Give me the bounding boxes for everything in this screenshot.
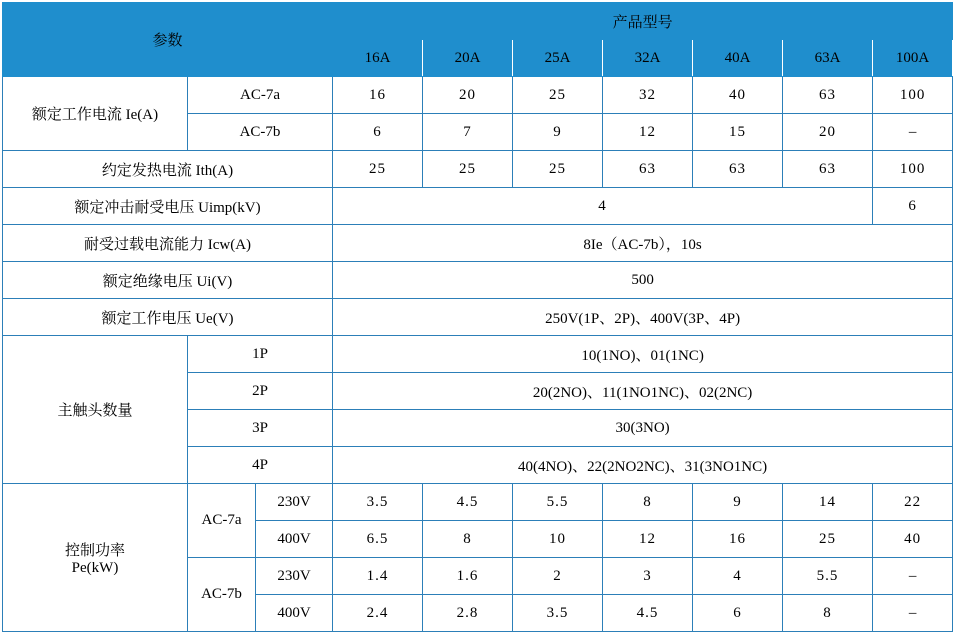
row-sub-ac7a: AC-7a <box>188 77 333 114</box>
table-row <box>3 484 953 521</box>
cell-value: 25 <box>783 521 873 558</box>
cell-value: 20 <box>423 77 513 114</box>
cell-value: 6 <box>333 114 423 151</box>
cell-value: 6 <box>693 595 783 632</box>
row-label-conventional-thermal-current: 约定发热电流 Ith(A) <box>3 151 333 188</box>
header-model-25a: 25A <box>513 40 603 77</box>
header-model-32a: 32A <box>603 40 693 77</box>
cell-value: 2.8 <box>423 595 513 632</box>
cell-value: 1.4 <box>333 558 423 595</box>
cell-value: 40(4NO)、22(2NO2NC)、31(3NO1NC) <box>333 447 953 484</box>
cell-value: 63 <box>783 151 873 188</box>
row-label-rated-operational-current: 额定工作电流 Ie(A) <box>3 77 188 151</box>
cell-value: 16 <box>333 77 423 114</box>
cell-value: 10(1NO)、01(1NC) <box>333 336 953 373</box>
cell-value: 14 <box>783 484 873 521</box>
cell-value: 5.5 <box>783 558 873 595</box>
row-label-rated-impulse-withstand-voltage: 额定冲击耐受电压 Uimp(kV) <box>3 188 333 225</box>
cell-value: 15 <box>693 114 783 151</box>
table-row <box>3 188 953 225</box>
header-model-63a: 63A <box>783 40 873 77</box>
cell-value: 5.5 <box>513 484 603 521</box>
cell-value: – <box>873 595 953 632</box>
row-sub-ac7b: AC-7b <box>188 114 333 151</box>
contact-pole-3p: 3P <box>188 410 333 447</box>
header-parameter-cell: 参数 <box>3 3 333 77</box>
cell-value: 2 <box>513 558 603 595</box>
header-model-20a: 20A <box>423 40 513 77</box>
cell-value: 6 <box>873 188 953 225</box>
table-row <box>3 336 953 373</box>
control-power-label-line2: Pe(kW) <box>71 559 119 576</box>
cell-value: 4 <box>333 188 873 225</box>
cell-value: 63 <box>783 77 873 114</box>
header-product-model-cell: 产品型号 <box>333 3 953 40</box>
control-power-label-line1: 控制功率 <box>64 542 125 559</box>
row-label-overload-current-withstand: 耐受过载电流能力 Icw(A) <box>3 225 333 262</box>
cell-value: 63 <box>693 151 783 188</box>
cell-value: 7 <box>423 114 513 151</box>
cell-value: 3.5 <box>333 484 423 521</box>
power-voltage-400v: 400V <box>256 595 333 632</box>
cell-value: 9 <box>693 484 783 521</box>
cell-value: 8 <box>423 521 513 558</box>
contact-pole-4p: 4P <box>188 447 333 484</box>
cell-value: 30(3NO) <box>333 410 953 447</box>
row-label-rated-insulation-voltage: 额定绝缘电压 Ui(V) <box>3 262 333 299</box>
table-header-row <box>3 3 953 40</box>
cell-value: – <box>873 558 953 595</box>
power-type-ac7b: AC-7b <box>188 558 256 632</box>
cell-value: 6.5 <box>333 521 423 558</box>
cell-value: 12 <box>603 114 693 151</box>
cell-value: 25 <box>513 77 603 114</box>
row-label-main-contact-count: 主触头数量 <box>3 336 188 484</box>
cell-value: 20 <box>783 114 873 151</box>
cell-value: 8 <box>783 595 873 632</box>
cell-value: 9 <box>513 114 603 151</box>
power-type-ac7a: AC-7a <box>188 484 256 558</box>
cell-value: 10 <box>513 521 603 558</box>
contact-pole-2p: 2P <box>188 373 333 410</box>
specification-table <box>2 2 953 632</box>
cell-value: 100 <box>873 151 953 188</box>
cell-value: 8Ie（AC-7b），10s <box>333 225 953 262</box>
cell-value: 32 <box>603 77 693 114</box>
table-row <box>3 262 953 299</box>
table-row <box>3 225 953 262</box>
row-label-rated-operational-voltage: 额定工作电压 Ue(V) <box>3 299 333 336</box>
power-voltage-400v: 400V <box>256 521 333 558</box>
row-label-control-power <box>3 484 188 632</box>
cell-value: 22 <box>873 484 953 521</box>
cell-value: 250V(1P、2P)、400V(3P、4P) <box>333 299 953 336</box>
power-voltage-230v: 230V <box>256 484 333 521</box>
cell-value: 25 <box>333 151 423 188</box>
cell-value: – <box>873 114 953 151</box>
header-model-16a: 16A <box>333 40 423 77</box>
cell-value: 16 <box>693 521 783 558</box>
power-voltage-230v: 230V <box>256 558 333 595</box>
cell-value: 4.5 <box>423 484 513 521</box>
cell-value: 3 <box>603 558 693 595</box>
cell-value: 1.6 <box>423 558 513 595</box>
header-model-100a: 100A <box>873 40 953 77</box>
contact-pole-1p: 1P <box>188 336 333 373</box>
cell-value: 40 <box>693 77 783 114</box>
table-row <box>3 299 953 336</box>
cell-value: 12 <box>603 521 693 558</box>
header-model-40a: 40A <box>693 40 783 77</box>
cell-value: 8 <box>603 484 693 521</box>
cell-value: 40 <box>873 521 953 558</box>
cell-value: 25 <box>513 151 603 188</box>
cell-value: 2.4 <box>333 595 423 632</box>
cell-value: 20(2NO)、11(1NO1NC)、02(2NC) <box>333 373 953 410</box>
cell-value: 63 <box>603 151 693 188</box>
cell-value: 500 <box>333 262 953 299</box>
cell-value: 3.5 <box>513 595 603 632</box>
cell-value: 4.5 <box>603 595 693 632</box>
table-row <box>3 151 953 188</box>
cell-value: 100 <box>873 77 953 114</box>
cell-value: 4 <box>693 558 783 595</box>
table-row <box>3 77 953 114</box>
cell-value: 25 <box>423 151 513 188</box>
